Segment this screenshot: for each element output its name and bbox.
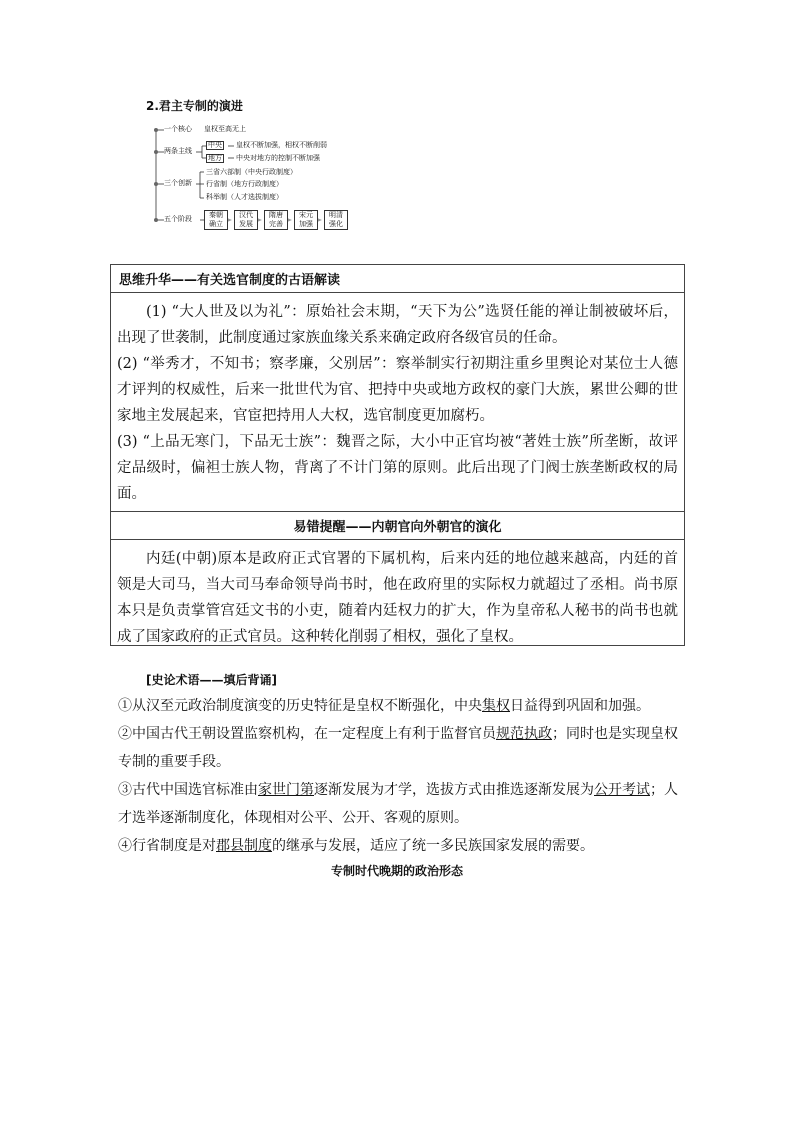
stage-box: 秦朝 确立 <box>204 210 228 230</box>
review-subtitle: [史论术语——填后背诵] <box>146 673 277 687</box>
innovation-item: 行省制（地方行政制度） <box>206 180 283 188</box>
error-box-heading: 易错提醒——内朝官向外朝官的演化 <box>111 512 684 540</box>
fill-blank: 公开考试 <box>594 782 650 798</box>
stages-label: 五个阶段 <box>164 215 192 223</box>
fill-blank: 郡县制度 <box>216 838 272 854</box>
innovation-item: 科举制（人才选拔制度） <box>206 193 283 201</box>
thinking-box-heading: 思维升华——有关选官制度的古语解读 <box>111 265 684 293</box>
paragraph: (3) “上品无寒门，下品无士族”：魏晋之际，大小中正官均被“著姓士族”所垄断，故评定品级时，偏袒士族人物，背离了不计门第的原则。此后出现了门阀士族垄断政权的局面。 <box>117 434 678 502</box>
review-item: ②中国古代王朝设置监察机构，在一定程度上有利于监督官员规范执政；同时也是实现皇权专制的重要手段。 <box>118 726 678 770</box>
mind-map <box>150 122 370 234</box>
review-item: ①从汉至元政治制度演变的历史特征是皇权不断强化，中央集权日益得到巩固和加强。 <box>118 698 650 714</box>
innovation-item: 三省六部制（中央行政制度） <box>206 168 297 176</box>
fill-blank: 家世门第 <box>258 782 314 798</box>
paragraph: 内廷(中朝)原本是政府正式官署的下属机构，后来内廷的地位越来越高，内廷的首领是大司马，当大司马奉命领导尚书时，他在政府里的实际权力就超过了丞相。尚书原本只是负责掌管宫廷文书的小吏，随着内廷权力的扩大，作为皇帝私人秘书的尚书也就成了国家政府的正式官员。这种转化削弱了相权，强化了皇权。 <box>117 551 678 645</box>
next-section-title: 专制时代晚期的政治形态 <box>330 864 463 878</box>
stage-box: 宋元 加强 <box>294 210 318 230</box>
fill-blank: 规范执政 <box>496 726 552 742</box>
review-item: ③古代中国选官标准由家世门第逐渐发展为才学，选拔方式由推选逐渐发展为公开考试；人才选举逐渐制度化，体现相对公平、公开、客观的原则。 <box>118 782 678 826</box>
review-section <box>118 671 688 860</box>
paragraph: (1) “大人世及以为礼”：原始社会末期，“天下为公”选贤任能的禅让制被破坏后，出现了世袭制，此制度通过家族血缘关系来确定政府各级官员的任命。 <box>117 304 678 346</box>
error-reminder-box <box>110 512 685 646</box>
local-text: 中央对地方的控制不断加强 <box>236 154 320 162</box>
error-box-body <box>111 540 684 656</box>
review-item: ④行省制度是对郡县制度的继承与发展，适应了统一多民族国家发展的需要。 <box>118 838 594 854</box>
core-label: 一个核心 <box>164 125 192 133</box>
thinking-box-body <box>111 293 684 513</box>
lines-label: 两条主线 <box>164 147 192 155</box>
stage-box: 汉代 发展 <box>234 210 258 230</box>
innovations-label: 三个创新 <box>164 179 192 187</box>
core-value: 皇权至高无上 <box>204 125 246 133</box>
stage-box: 明清 强化 <box>324 210 348 230</box>
fill-blank: 集权 <box>482 698 510 714</box>
local-label: 地方 <box>208 154 222 162</box>
stage-box: 隋唐 完善 <box>264 210 288 230</box>
section-title: 2.君主专制的演进 <box>146 99 243 113</box>
central-label: 中央 <box>208 141 222 149</box>
thinking-box <box>110 264 685 512</box>
central-text: 皇权不断加强，相权不断削弱 <box>236 141 327 149</box>
paragraph: (2) “举秀才，不知书；察孝廉，父别居”：察举制实行初期注重乡里舆论对某位士人德才评判的权威性，后来一批世代为官、把持中央或地方政权的豪门大族，累世公卿的世家地主发展起来，官宦把持用人大权，选官制度更加腐朽。 <box>117 356 678 424</box>
